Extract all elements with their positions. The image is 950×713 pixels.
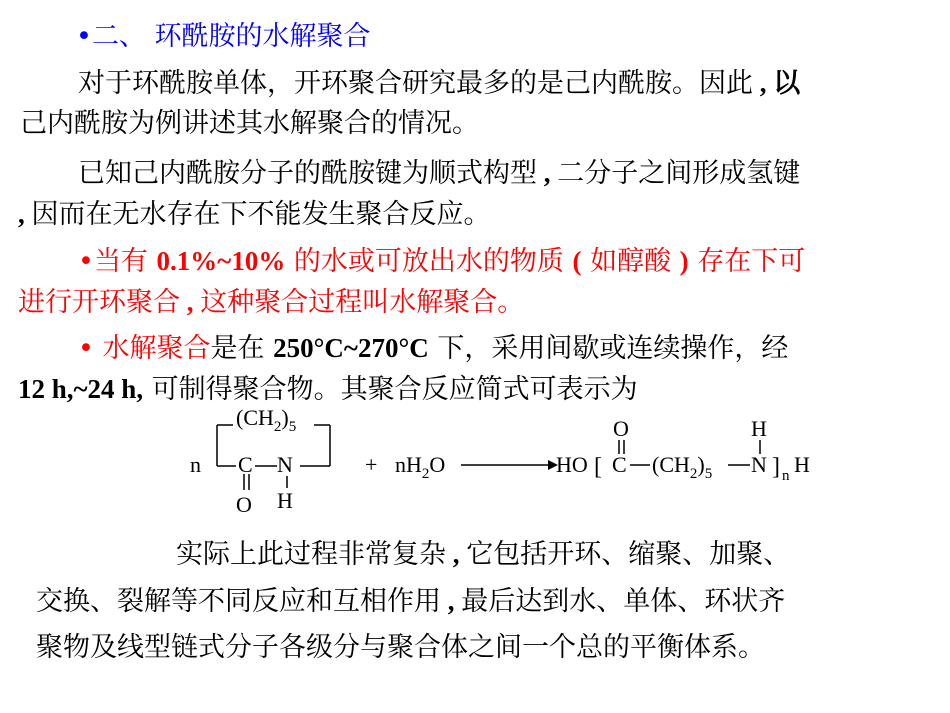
p5-line2-c: 最后达到水、单体、环状齐 <box>461 586 786 617</box>
p3-c: 的水或可放出水的物质 <box>285 246 573 277</box>
product-n-hydrogen: H <box>751 416 767 441</box>
p5-c: 它包括开环、缩聚、加聚、 <box>466 539 791 570</box>
product-bracket-left: [ <box>594 454 602 480</box>
p4-temp: 250°C~270°C <box>273 333 429 363</box>
paragraph-5-line-3 <box>36 631 765 665</box>
p2-comma: , <box>537 158 558 188</box>
product-bracket-right: ] <box>772 454 780 480</box>
p3-a: 当有 <box>93 246 157 277</box>
p4-c: 下，采用间歇或连续操作，经 <box>428 333 789 364</box>
p5-comma-1: , <box>446 539 467 569</box>
p3-e: 如醇酸 <box>581 246 680 277</box>
p3-paren-close: ) <box>679 246 689 276</box>
paragraph-5-line-1 <box>176 537 790 572</box>
p4-line2-b: 可制得聚合物。其聚合反应简式可表示为 <box>143 374 638 405</box>
p4-term: 水解聚合 <box>102 333 211 364</box>
water-label: $nH_2O$ <box>395 452 446 482</box>
p3-line2-c: 这种聚合过程叫水解聚合。 <box>200 287 525 318</box>
ring-nitrogen: N <box>277 452 293 477</box>
paragraph-5-line-2 <box>36 584 785 619</box>
p3-g: 存在下可 <box>688 246 806 277</box>
ring-ch2-label: $(CH_2)_5$ <box>236 405 297 435</box>
product-nitrogen: N <box>751 452 767 477</box>
ring-carbon: C <box>238 452 253 477</box>
product-repeat-n: n <box>782 468 790 484</box>
p3-bullet: • <box>78 246 94 277</box>
p5-line2-a: 交换、裂解等不同反应和互相作用 <box>36 586 441 617</box>
p1-text-2: 己内酰胺为例讲述其水解聚合的情况。 <box>20 108 479 139</box>
p3-paren-open: ( <box>572 246 582 276</box>
p5-comma-2: , <box>441 586 462 616</box>
p3-line2-comma: , <box>180 287 201 317</box>
p4-bullet: • <box>78 333 94 364</box>
ring-oxygen: O <box>236 492 252 517</box>
p2-text-a: 已知己内酰胺分子的酰胺键为顺式构型 <box>78 158 537 189</box>
product-ho: HO <box>556 452 588 477</box>
p2-lead-comma: , <box>18 199 32 229</box>
p5-line3: 聚物及线型链式分子各级分与聚合体之间一个总的平衡体系。 <box>36 632 765 663</box>
product-carbon: C <box>612 452 627 477</box>
product-end-hydrogen: H <box>794 452 810 477</box>
heading-bullet: • <box>76 21 92 52</box>
ring-hydrogen: H <box>277 488 293 513</box>
product-ch2-label: $(CH_2)_5$ <box>652 452 713 482</box>
p1-text: 对于环酰胺单体，开环聚合研究最多的是己内酰胺。因此 <box>78 68 753 99</box>
p1-punct: , 以 <box>753 68 801 98</box>
p3-percent: 0.1%~10% <box>156 246 286 276</box>
product-oxygen: O <box>613 416 629 441</box>
p3-line2-a: 进行开环聚合 <box>18 287 180 318</box>
p4-a: 是在 <box>210 333 274 364</box>
p2-text-b: 二分子之间形成氢键 <box>557 158 801 189</box>
p4-time: 12 h,~24 h, <box>18 374 144 404</box>
plus-sign: + <box>365 452 378 477</box>
monomer-coefficient: n <box>190 452 201 477</box>
p5-a: 实际上此过程非常复杂 <box>176 539 446 570</box>
heading-text: 二、 环酰胺的水解聚合 <box>91 21 371 52</box>
p2-text-c: 因而在无水存在下不能发生聚合反应。 <box>31 199 491 230</box>
